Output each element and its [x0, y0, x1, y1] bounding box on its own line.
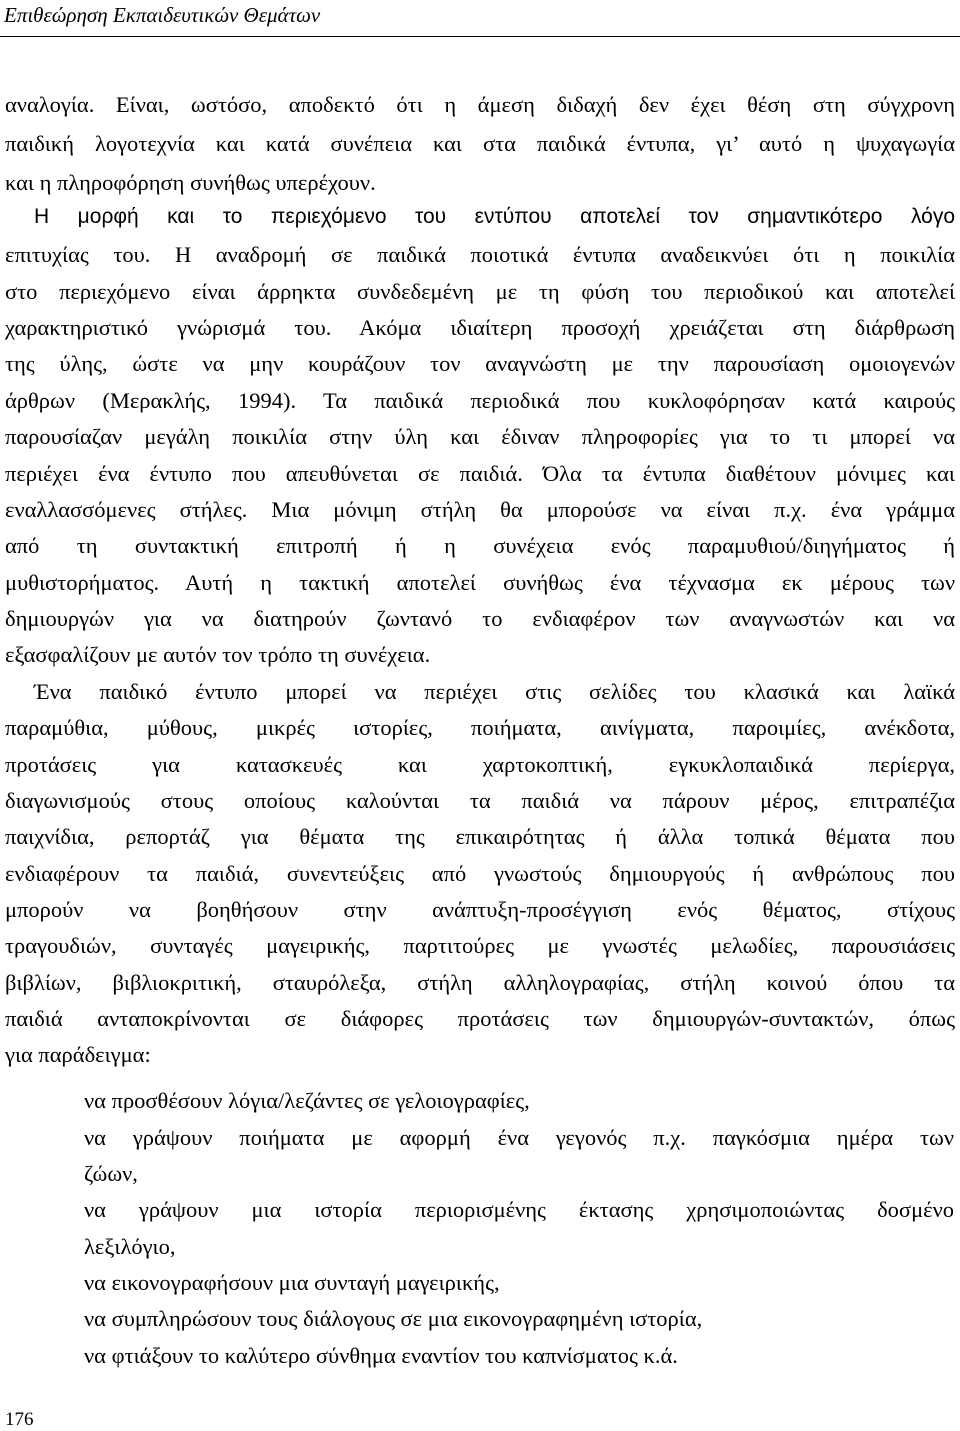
body-line: Ένα παιδικό έντυπο μπορεί να περιέχει στις σελίδες του κλασικά και λαϊκά	[34, 679, 955, 704]
body-line: άρθρων (Μερακλής, 1994). Τα παιδικά περιοδικά που κυκλοφόρησαν κατά καιρούς	[5, 388, 955, 413]
list-item: να εικονογραφήσουν μια συνταγή μαγειρικής,	[84, 1270, 500, 1295]
body-line: στο περιεχόμενο είναι άρρηκτα συνδεδεμένη με τη φύση του περιοδικού και αποτελεί	[5, 279, 955, 304]
body-line: βιβλίων, βιβλιοκριτική, σταυρόλεξα, στήλη αλληλογραφίας, στήλη κοινού όπου τα	[5, 970, 955, 995]
body-line: μυθιστορήματος. Αυτή η τακτική αποτελεί συνήθως ένα τέχνασμα εκ μέρους των	[5, 570, 955, 595]
body-line: ενδιαφέρουν τα παιδιά, συνεντεύξεις από γνωστούς δημιουργούς ή ανθρώπους που	[5, 861, 955, 886]
list-item: να συμπληρώσουν τους διάλογους σε μια εικονογραφημένη ιστορία,	[84, 1306, 703, 1331]
body-line: μπορούν να βοηθήσουν στην ανάπτυξη-προσέγγιση ενός θέματος, στίχους	[5, 897, 955, 922]
body-line: και η πληροφόρηση συνήθως υπερέχουν.	[5, 170, 376, 195]
body-line: εξασφαλίζουν με αυτόν τον τρόπο τη συνέχεια.	[5, 642, 431, 667]
body-line: εναλλασσόμενες στήλες. Μια μόνιμη στήλη θα μπορούσε να είναι π.χ. ένα γράμμα	[5, 497, 955, 522]
running-header: Επιθεώρηση Εκπαιδευτικών Θεμάτων	[4, 3, 321, 27]
body-line: της ύλης, ώστε να μην κουράζουν τον αναγνώστη με την παρουσίαση ομοιογενών	[5, 351, 955, 376]
list-item: να φτιάξουν το καλύτερο σύνθημα εναντίον του καπνίσματος κ.ά.	[84, 1343, 678, 1368]
body-line: δημιουργών για να διατηρούν ζωντανό το ενδιαφέρον των αναγνωστών και να	[5, 606, 955, 631]
body-line: από τη συντακτική επιτροπή ή η συνέχεια ενός παραμυθιού/διηγήματος ή	[5, 533, 955, 558]
body-line: παιχνίδια, ρεπορτάζ για θέματα της επικαιρότητας ή άλλα τοπικά θέματα που	[5, 824, 955, 849]
body-line: διαγωνισμούς στους οποίους καλούνται τα παιδιά να πάρουν μέρος, επιτραπέζια	[5, 788, 955, 813]
list-item-continuation: ζώων,	[84, 1161, 138, 1186]
body-line: αναλογία. Είναι, ωστόσο, αποδεκτό ότι η άμεση διδαχή δεν έχει θέση στη σύγχρονη	[5, 92, 955, 117]
body-line: Η μορφή και το περιεχόμενο του εντύπου αποτελεί τον σημαντικότερο λόγο	[34, 205, 955, 228]
list-item: να γράψουν ποιήματα με αφορμή ένα γεγονός π.χ. παγκόσμια ημέρα των	[84, 1125, 954, 1150]
body-line: τραγουδιών, συνταγές μαγειρικής, παρτιτούρες με γνωστές μελωδίες, παρουσιάσεις	[5, 933, 955, 958]
list-item-continuation: λεξιλόγιο,	[84, 1234, 176, 1259]
body-line: επιτυχίας του. Η αναδρομή σε παιδικά ποιοτικά έντυπα αναδεικνύει ότι η ποικιλία	[5, 242, 955, 267]
body-line: παραμύθια, μύθους, μικρές ιστορίες, ποιήματα, αινίγματα, παροιμίες, ανέκδοτα,	[5, 715, 955, 740]
header-divider	[0, 36, 960, 37]
list-item: να γράψουν μια ιστορία περιορισμένης έκτασης χρησιμοποιώντας δοσμένο	[84, 1197, 954, 1222]
body-line: χαρακτηριστικό γνώρισμά του. Ακόμα ιδιαίτερη προσοχή χρειάζεται στη διάρθρωση	[5, 315, 955, 340]
page-number: 176	[5, 1409, 34, 1430]
body-line: παιδική λογοτεχνία και κατά συνέπεια και στα παιδικά έντυπα, γι’ αυτό η ψυχαγωγία	[5, 131, 955, 156]
body-line: παρουσίαζαν μεγάλη ποικιλία στην ύλη και έδιναν πληροφορίες για το τι μπορεί να	[5, 424, 955, 449]
body-line: για παράδειγμα:	[5, 1042, 151, 1067]
body-line: περιέχει ένα έντυπο που απευθύνεται σε παιδιά. Όλα τα έντυπα διαθέτουν μόνιμες και	[5, 461, 955, 486]
list-item: να προσθέσουν λόγια/λεζάντες σε γελοιογραφίες,	[84, 1088, 530, 1113]
body-line: προτάσεις για κατασκευές και χαρτοκοπτική, εγκυκλοπαιδικά περίεργα,	[5, 752, 955, 777]
body-line: παιδιά ανταποκρίνονται σε διάφορες προτάσεις των δημιουργών-συντακτών, όπως	[5, 1006, 955, 1031]
